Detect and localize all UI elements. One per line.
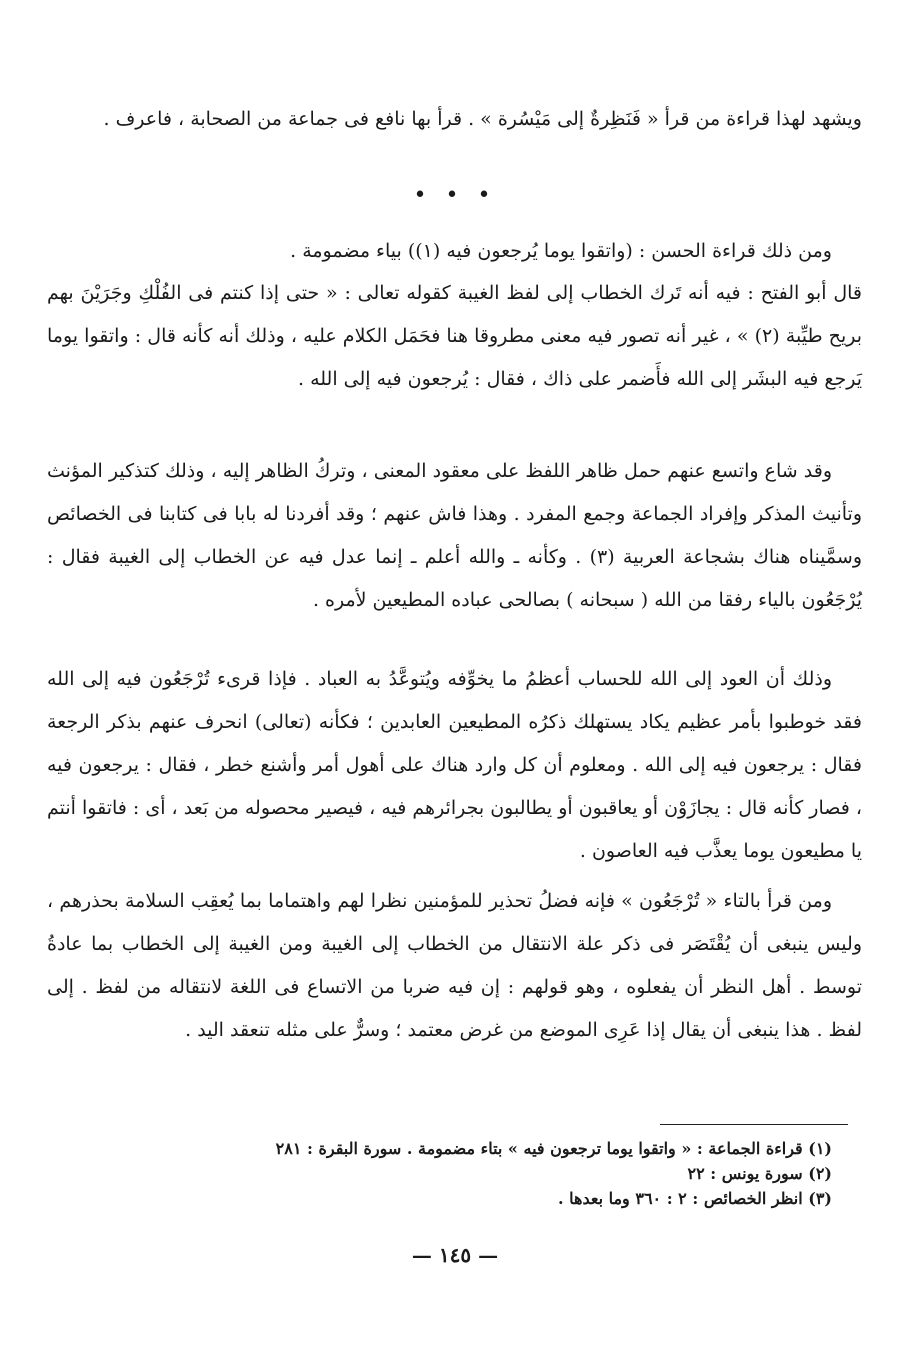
paragraph-nafi-reading: ويشهد لهذا قراءة من قرأ « فَنَظِرةٌ إلى مَيْسُرة » . قرأ بها نافع فى جماعة من الصحابة ، فاعرف . xyxy=(103,108,862,130)
paragraph-hasan-reading: ومن ذلك قراءة الحسن : (واتقوا يوما يُرجعون فيه (١)) بياء مضمومة . xyxy=(290,240,832,262)
page-number: — ١٤٥ — xyxy=(411,1243,499,1267)
footnote-2: (٢) سورة يونس : ٢٢ xyxy=(687,1164,832,1183)
paragraph-abu-alfath: قال أبو الفتح : فيه أنه تَرك الخطاب إلى لفظ الغيبة كقوله تعالى : « حتى إذا كنتم فى الفُلْكِ وجَرَيْنَ بهم بريح طيِّبة (٢) » ، غير أنه تصور فيه معنى مطروقا هنا فحَمَل الكلام عليه ، وذلك أنه كأنه قال : واتقوا يوما يَرجع فيه البشَر إلى الله فأَضمر على ذاك ، فقال : يُرجعون فيه إلى الله . xyxy=(47,282,863,390)
footnote-3: (٣) انظر الخصائص : ٢ : ٣٦٠ وما بعدها . xyxy=(558,1189,832,1208)
footnote-1: (١) قراءة الجماعة : « واتقوا يوما ترجعون فيه » بتاء مضمومة . سورة البقرة : ٢٨١ xyxy=(275,1139,832,1158)
footnotes xyxy=(72,1136,832,1211)
footnote-divider xyxy=(660,1124,848,1125)
paragraph-meaning-over-form: وقد شاع واتسع عنهم حمل ظاهر اللفظ على معقود المعنى ، وتركُ الظاهر إليه ، وذلك كتذكير المؤنث وتأنيث المذكر وإفراد الجماعة وجمع المفرد . وهذا فاش عنهم ؛ وقد أفردنا له بابا فى كتابنا فى الخصائص وسمَّيناه هناك بشجاعة العربية (٣) . وكأنه ـ والله أعلم ـ إنما عدل فيه عن الخطاب إلى الغيبة فقال : يُرْجَعُون بالياء رفقا من الله ( سبحانه ) بصالحى عباده المطيعين لأمره . xyxy=(47,460,862,611)
paragraph-return-to-god: وذلك أن العود إلى الله للحساب أعظمُ ما يخوِّفه ويُتوعَّدُ به العباد . فإذا قرىء تُرْجَعُون فيه إلى الله فقد خوطبوا بأمر عظيم يكاد يستهلك ذكرُه المطيعين العابدين ؛ فكأنه (تعالى) انحرف عنهم بذكر الرجعة فقال : يرجعون فيه إلى الله . ومعلوم أن كل وارد هناك على أهول أمر وأشنع خطر ، فقال : يرجعون فيه ، فصار كأنه قال : يجازَوْن أو يعاقبون أو يطالبون بجرائرهم فيه ، فيصير محصوله من بَعد ، أى : فاتقوا أنتم يا مطيعون يوما يعذَّب فيه العاصون . xyxy=(47,668,862,862)
section-separator: • • • xyxy=(413,183,497,208)
paragraph-ta-reading: ومن قرأ بالتاء « تُرْجَعُون » فإنه فضلُ تحذير للمؤمنين نظرا لهم واهتماما بما يُعقِب السلامة بحذرهم ، وليس ينبغى أن يُقْتَصَر فى ذكر علة الانتقال من الخطاب إلى الغيبة ومن الغيبة إلى الخطاب بما عادةُ توسط . أهل النظر أن يفعلوه ، وهو قولهم : إن فيه ضربا من الاتساع فى اللغة لانتقاله من لفظ . إلى لفظ . هذا ينبغى أن يقال إذا عَرِى الموضع من غرض معتمد ؛ وسرٌّ على مثله تنعقد اليد . xyxy=(47,890,862,1041)
